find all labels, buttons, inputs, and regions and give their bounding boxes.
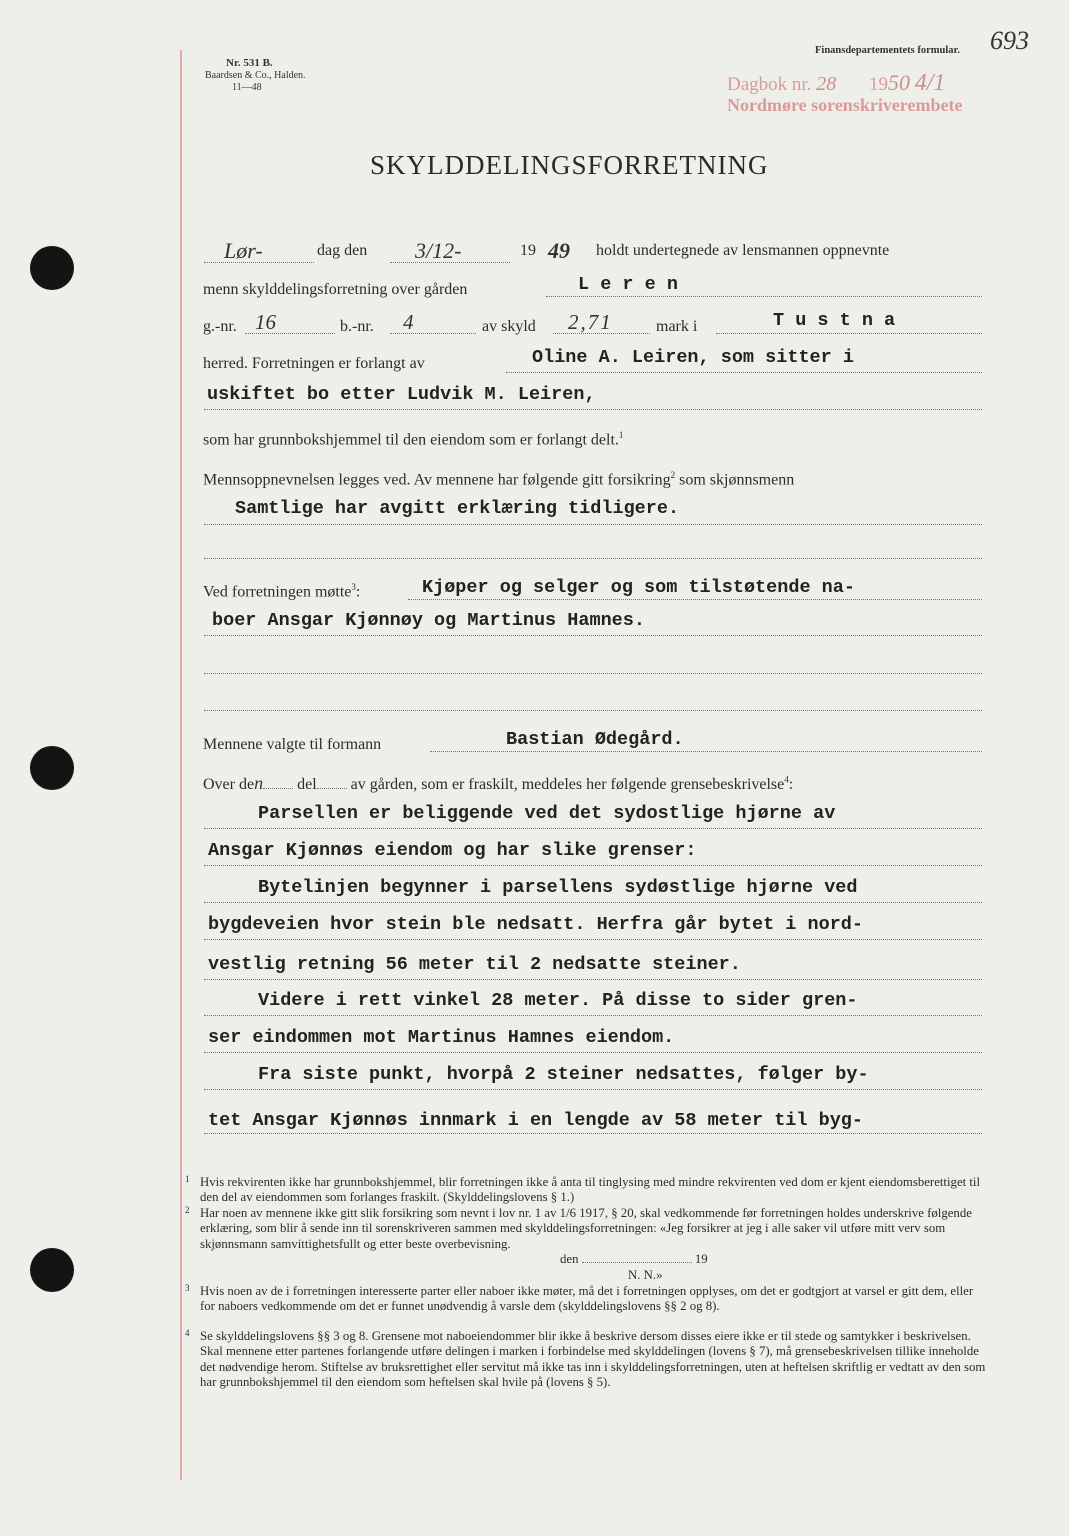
fill-line (204, 635, 982, 636)
signature-year: 19 (694, 1252, 708, 1266)
punch-hole (30, 746, 74, 790)
footnote-3 (185, 1283, 990, 1315)
journal-stamp-line2: Nordmøre sorenskriverembete (727, 95, 963, 115)
print-date: 11—48 (232, 82, 262, 93)
requester-line2: uskiftet bo etter Ludvik M. Leiren, (207, 384, 596, 405)
footnote-1 (185, 1174, 990, 1206)
page-number: 693 (990, 26, 1029, 55)
gnr-label: g.-nr. (203, 318, 237, 335)
fill-line (204, 710, 982, 711)
fill-line (390, 262, 510, 263)
fill-line (204, 902, 982, 903)
description-line: Parsellen er beliggende ved det sydostlige hjørne av (258, 803, 836, 824)
footnote-number: 4 (185, 1328, 190, 1338)
fill-line (204, 865, 982, 866)
fill-line (204, 409, 982, 410)
footnote-number: 1 (185, 1174, 190, 1184)
motte-text: Ved forretningen møtte (203, 583, 352, 601)
footnote-2-nn: N. N.» (628, 1268, 663, 1282)
footnote-ref: 2 (670, 470, 676, 480)
skyld-value: 2,71 (568, 310, 613, 334)
footnote-2-signature (560, 1252, 820, 1267)
dag-den-label: dag den (317, 242, 368, 259)
farm-name: L e r e n (578, 274, 678, 295)
fill-line (204, 828, 982, 829)
footnote-text: Har noen av mennene ikke gitt slik forsikring som nevnt i lov nr. 1 av 1/6 1917, § 20, skal vedkommende før forretningen holdes underskrive følgende erklæring, som blir å sende inn til sorenskriveren sammen med skylddelingsforretningen: «Jeg forsikrer at jeg i alle saker vil utføre mitt verv som skjønnsmann samvittighetsfullt og etter beste overbevisning. (200, 1206, 972, 1251)
over-prefix: Over de (203, 776, 255, 793)
holdt-text: holdt undertegnede av lensmannen oppnevnte (596, 242, 890, 259)
fill-line (716, 333, 982, 334)
fill-line (204, 1133, 982, 1134)
description-line: tet Ansgar Kjønnøs innmark i en lengde av 58 meter til byg- (208, 1110, 864, 1131)
mark-label: mark i (656, 318, 698, 335)
footnote-text: Se skylddelingslovens §§ 3 og 8. Grensene mot naboeiendommer blir ikke å beskrive dersom disses eiere ikke er til stede og samtykker i beskrivelsen. Skal mennene etter partenes forlangende utføre delingen i marken i forbindelse med skylddelingen (lovens § 7), må grensebeskrivelsen tillike inneholde det nødvendige herom. Stiftelse av bruksrettighet eller servitut må ikke tas inn i skylddelingsforretningen, uten at heftelsen skriftlig er vedtatt av den som har grunnbokshjemmel til den eiendom som heftelsen skal hvile på (lovens § 5). (200, 1329, 986, 1390)
printer-name: Baardsen & Co., Halden. (205, 70, 306, 81)
description-line: Ansgar Kjønnøs eiendom og har slike grenser: (208, 840, 697, 861)
over-colon: : (788, 776, 794, 793)
motte-colon: : (355, 583, 361, 601)
punch-hole (30, 246, 74, 290)
date-handwritten: 3/12- (415, 238, 462, 263)
fill-line (430, 751, 982, 752)
footnote-number: 3 (185, 1283, 190, 1293)
bnr-value: 4 (403, 310, 414, 334)
description-line: vestlig retning 56 meter til 2 nedsatte steiner. (208, 954, 741, 975)
motte-line2: boer Ansgar Kjønnøy og Martinus Hamnes. (212, 610, 645, 631)
fill-line (408, 599, 982, 600)
menn-oppnevnelse (203, 470, 794, 489)
herred-label: herred. Forretningen er forlangt av (203, 355, 425, 372)
formann-label: Mennene valgte til formann (203, 736, 382, 753)
fill-line (245, 333, 335, 334)
footnote-text: Hvis noen av de i forretningen interesserte parter eller naboer ikke møter, må det i forretningen opplyses, om det er godtgjort at varsel er gitt dem, eller for naboers vedkommende om det er funnet unødvendig å varsle dem (skylddelingslovens §§ 2 og 8). (200, 1284, 974, 1314)
stamp-label: Dagbok nr. (727, 74, 812, 95)
grunnbok-sentence: som har grunnbokshjemmel til den eiendom som er forlangt delt. (203, 431, 619, 449)
footnote-text: Hvis rekvirenten ikke har grunnbokshjemmel, blir forretningen ikke å anta til tinglysing med mindre rekvirenten ved dom er kjent eiendomsberettiget til den del av eiendommen som forlanges fraskilt. (Skylddelingslovens § 1.) (200, 1175, 981, 1205)
footnote-number: 2 (185, 1205, 190, 1215)
stamp-year: 50 (887, 70, 910, 95)
municipality-name: T u s t n a (773, 310, 896, 331)
over-rest: av gården, som er fraskilt, meddeles her følgende grensebeskrivelse (350, 776, 785, 793)
gnr-value: 16 (255, 310, 276, 334)
menn-sentence: Mennsoppnevnelsen legges ved. Av mennene har følgende gitt forsikring (203, 471, 671, 489)
menn-answer: Samtlige har avgitt erklæring tidligere. (235, 498, 680, 519)
fill-line (204, 1089, 982, 1090)
menn-sentence-end: som skjønnsmenn (675, 471, 795, 489)
year-prefix: 19 (520, 242, 536, 259)
over-del: del (297, 776, 317, 793)
description-line: Videre i rett vinkel 28 meter. På disse to sider gren- (258, 990, 858, 1011)
footnote-ref: 4 (784, 774, 789, 785)
motte-line1: Kjøper og selger og som tilstøtende na- (422, 577, 855, 598)
signature-den: den (560, 1252, 579, 1266)
journal-stamp-line1 (727, 72, 945, 96)
requester-line1: Oline A. Leiren, som sitter i (532, 347, 854, 368)
skyld-label: av skyld (482, 318, 536, 335)
year-handwritten: 49 (548, 238, 570, 263)
fill-line (204, 1052, 982, 1053)
punch-hole (30, 1248, 74, 1292)
footnote-ref: 3 (351, 582, 356, 592)
footnote-4 (185, 1328, 990, 1391)
grunnbok-text (203, 430, 623, 449)
fill-line (506, 372, 982, 373)
over-line (203, 773, 793, 794)
description-line: Bytelinjen begynner i parsellens sydøstlige hjørne ved (258, 877, 858, 898)
description-line: ser eindommen mot Martinus Hamnes eiendom. (208, 1027, 675, 1048)
fill-line (204, 558, 982, 559)
fill-line (204, 979, 982, 980)
weekday-handwritten: Lør- (224, 238, 263, 263)
fill-line (553, 333, 650, 334)
bnr-label: b.-nr. (340, 318, 374, 335)
document-title: SKYLDDELINGSFORRETNING (370, 150, 769, 180)
ministry-form-label: Finansdepartementets formular. (815, 45, 960, 56)
fill-line (390, 333, 476, 334)
description-line: Fra siste punkt, hvorpå 2 steiner nedsattes, følger by- (258, 1064, 869, 1085)
stamp-date: 4/1 (914, 70, 946, 96)
menn-text: menn skylddelingsforretning over gården (203, 281, 468, 298)
stamp-number: 28 (816, 73, 837, 95)
footnote-2 (185, 1205, 990, 1252)
over-hand: n (254, 773, 264, 793)
fill-line (204, 939, 982, 940)
fill-line (204, 1015, 982, 1016)
margin-rule (180, 50, 182, 1480)
stamp-year-prefix: 19 (868, 74, 888, 95)
fill-line (204, 673, 982, 674)
fill-line (204, 524, 982, 525)
motte-label (203, 582, 360, 601)
footnote-ref: 1 (618, 430, 624, 440)
description-line: bygdeveien hvor stein ble nedsatt. Herfra går bytet i nord- (208, 914, 864, 935)
fill-line (546, 296, 982, 297)
fill-line (204, 262, 314, 263)
form-number: Nr. 531 B. (226, 57, 273, 69)
formann-name: Bastian Ødegård. (506, 729, 684, 750)
